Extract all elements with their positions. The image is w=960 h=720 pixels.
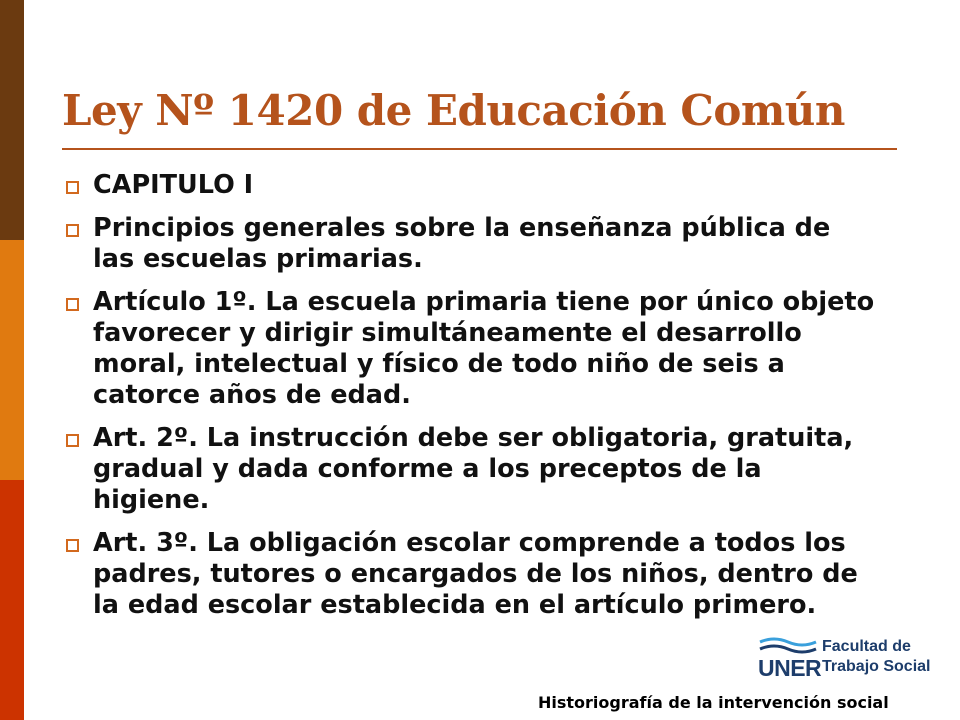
bullet-text: Principios generales sobre la enseñanza pública de las escuelas primarias. (93, 213, 831, 274)
slide-footer: Historiografía de la intervención social (538, 693, 889, 712)
bullet-text: Artículo 1º. La escuela primaria tiene por único objeto favorecer y dirigir simultáneamente el desarrollo moral, intelectual y físico de todo niño de seis a catorce años de edad. (93, 287, 875, 410)
square-bullet-icon (66, 224, 79, 237)
bullet-item (60, 528, 880, 621)
title-underline (62, 148, 897, 150)
waves-icon (758, 636, 820, 656)
logo-acronym: UNER (758, 655, 822, 681)
square-bullet-icon (66, 539, 79, 552)
square-bullet-icon (66, 434, 79, 447)
bullet-text: Art. 3º. La obligación escolar comprende a todos los padres, tutores o encargados de los niños, dentro de la edad escolar establecida en el artículo primero. (93, 528, 858, 620)
bullet-item (60, 170, 880, 201)
uner-logo (758, 636, 938, 680)
logo-line-1: Facultad de (822, 638, 911, 655)
sidebar-band-middle (0, 240, 24, 480)
bullet-text: Art. 2º. La instrucción debe ser obligatoria, gratuita, gradual y dada conforme a los preceptos de la higiene. (93, 423, 854, 515)
sidebar-band-bottom (0, 480, 24, 720)
square-bullet-icon (66, 181, 79, 194)
logo-line-2: Trabajo Social (822, 658, 931, 675)
bullet-text: CAPITULO I (93, 170, 254, 200)
bullet-item (60, 213, 880, 275)
square-bullet-icon (66, 298, 79, 311)
sidebar-band-top (0, 0, 24, 240)
slide-title: Ley Nº 1420 de Educación Común (62, 86, 845, 135)
bullet-item (60, 287, 880, 411)
bullet-list (60, 170, 880, 633)
bullet-item (60, 423, 880, 516)
